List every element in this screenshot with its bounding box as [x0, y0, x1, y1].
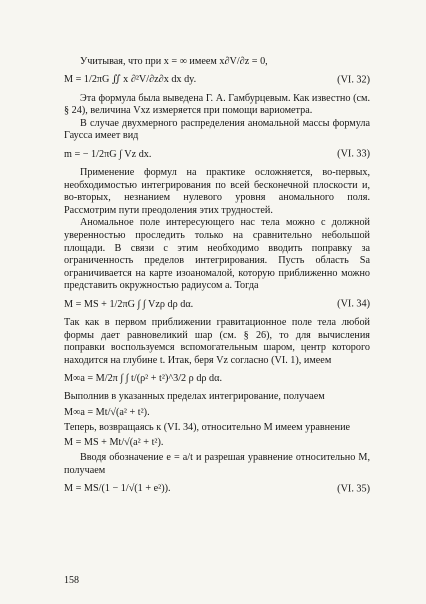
paragraph-8: Теперь, возвращаясь к (VI. 34), относительно M имеем уравнение — [64, 421, 351, 433]
paragraph-7: Выполнив в указанных пределах интегрирование, получаем — [64, 391, 325, 403]
paragraph-9: Вводя обозначение e = a/t и разрешая уравнение относительно M, получаем — [64, 452, 370, 477]
equation-ma-integral-body: M∞a = M/2π ∫ ∫ t/(ρ² + t²)^3/2 ρ dρ dα. — [64, 372, 223, 384]
equation-number-vi-33: (VI. 33) — [337, 148, 370, 160]
equation-number-vi-35: (VI. 35) — [337, 483, 370, 495]
equation-m-relation-body: M = MS + Mt/√(a² + t²). — [64, 437, 164, 449]
equation-vi-33 — [64, 143, 370, 167]
paragraph-6: Так как в первом приближении гравитационное поле тела любой формы дает равновеликий шар (см. § 26), то для вычисления поправки воспользуемся вспомогательным шаром, центр которого находится на глубине t. Итак, беря Vz согласно (VI. 1), имеем — [64, 316, 370, 366]
equation-vi-33-body: m = − 1/2πG ∫ Vz dx. — [64, 148, 152, 160]
equation-vi-35 — [64, 478, 370, 502]
equation-m-relation — [64, 434, 370, 452]
paragraph-1: Учитывая, что при x = ∞ имеем x∂V/∂z = 0, — [80, 56, 268, 67]
equation-vi-32 — [64, 69, 370, 93]
page-number: 158 — [64, 575, 79, 586]
equation-vi-34 — [64, 293, 370, 317]
equation-ma-integral — [64, 367, 370, 391]
equation-number-vi-34: (VI. 34) — [337, 298, 370, 310]
paragraph-3: В случае двухмерного распределения аномальной массы формула Гаусса имеет вид — [64, 117, 370, 142]
equation-ma-result — [64, 404, 370, 422]
equation-vi-34-body: M = MS + 1/2πG ∫ ∫ Vzρ dρ dα. — [64, 298, 194, 310]
equation-number-vi-32: (VI. 32) — [337, 74, 370, 86]
equation-ma-result-body: M∞a = Mt/√(a² + t²). — [64, 406, 150, 418]
paragraph-5: Аномальное поле интересующего нас тела можно с должной уверенностью проследить только на сравнительно небольшой площади. В связи с этим необходимо вводить поправку за ограниченность пределов интегрирования. Пусть область Sa ограничивается на карте изоаномалой, которую приближенно можно представить окружностью радиусом a. Тогда — [64, 217, 370, 292]
equation-vi-32-body: M = 1/2πG ∬ x ∂²V/∂z∂x dx dy. — [64, 74, 197, 86]
equation-vi-35-body: M = MS/(1 − 1/√(1 + e²)). — [64, 483, 171, 495]
page-body — [64, 56, 370, 502]
paragraph-4: Применение формул на практике осложняется, во-первых, необходимостью интегрирования по всей бесконечной плоскости и, во-вторых, незнанием нулевого уровня аномального поля. Рассмотрим пути преодоления этих трудностей. — [64, 166, 370, 216]
paragraph-2: Эта формула была выведена Г. А. Гамбурцевым. Как известно (см. § 24), величина Vxz измеряется при помощи вариометра. — [64, 92, 370, 117]
